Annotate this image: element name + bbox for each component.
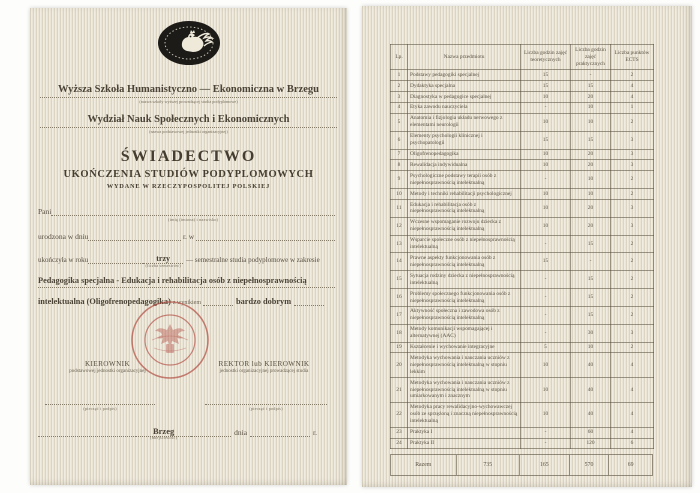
cell-lp: 12: [391, 217, 408, 235]
signature-left: [35, 360, 180, 374]
birth-date-blank: [88, 233, 181, 241]
cell-theoretical-hours: 10: [521, 149, 571, 160]
subject-row: [391, 217, 654, 235]
result-blank-tail: [294, 298, 324, 306]
cell-theoretical-hours: -: [521, 427, 571, 438]
totals-row: [390, 454, 653, 476]
field-completion: [38, 254, 335, 268]
cell-lp: 18: [391, 324, 408, 342]
title-wydane: WYDANE W RZECZYPOSPOLITEJ POLSKIEJ: [106, 183, 271, 190]
cell-practical-hours: 15: [571, 235, 611, 253]
cell-ects: 6: [611, 438, 654, 449]
cell-ects: 3: [611, 149, 654, 160]
born-label: urodzona w dniu: [38, 232, 89, 241]
cell-practical-hours: -: [571, 70, 611, 81]
completion-year-blank: [88, 256, 143, 264]
total-label-cell: Razem: [391, 455, 457, 475]
faculty-name-block: [40, 114, 337, 134]
stamp-note-left: (pieczęć i podpis): [83, 406, 117, 411]
city-note: (miejscowość): [150, 435, 178, 440]
cell-practical-hours: 10: [571, 113, 611, 131]
certificate-title: [30, 148, 347, 190]
subject-row: [391, 353, 654, 378]
cell-subject: Elementy psychologii klinicznej i psychopatologii: [408, 131, 521, 149]
signature-line-left: [45, 404, 155, 411]
completed-suffix: — semestralne studia podyplomowe w zakresie: [186, 256, 320, 264]
cell-theoretical-hours: 10: [521, 402, 571, 427]
cell-practical-hours: 40: [571, 378, 611, 403]
cell-ects: 3: [611, 200, 654, 218]
cell-subject: Problemy społecznego funkcjonowania osób z niepełnosprawnością intelektualną: [408, 289, 521, 307]
cell-subject: Oligofrenopedagogika: [408, 149, 521, 160]
cell-practical-hours: 15: [571, 306, 611, 324]
university-name-note: (nazwa szkoły wyższej prowadzącej studia podyplomowe): [139, 99, 238, 104]
header-lp: Lp.: [391, 45, 408, 70]
cell-ects: 4: [611, 353, 654, 378]
cell-ects: 3: [611, 324, 654, 342]
cell-theoretical-hours: -: [521, 102, 571, 113]
cell-theoretical-hours: -: [521, 171, 571, 189]
cell-ects: 3: [611, 131, 654, 149]
date-suffix: r.: [313, 428, 317, 437]
cell-practical-hours: 15: [571, 271, 611, 289]
cell-practical-hours: 20: [571, 217, 611, 235]
header-theoretical-hours: Liczba godzin zajęć teoretycznych: [521, 45, 571, 70]
cell-practical-hours: 10: [571, 189, 611, 200]
cell-subject: Metodyka pracy rewalidacyjno-wychowawczej osób ze sprzężoną i znaczną niepełnosprawnością intelektualną: [408, 402, 521, 427]
subjects-page: [362, 6, 692, 487]
subject-row: [391, 189, 654, 200]
cell-subject: Metodyka wychowania i nauczania uczniów z niepełnosprawnością intelektualną w stopniu umiarkowanym i znacznym: [408, 378, 521, 403]
cell-lp: 17: [391, 306, 408, 324]
cell-lp: 13: [391, 235, 408, 253]
cell-theoretical-hours: 10: [521, 113, 571, 131]
cell-ects: 2: [611, 235, 654, 253]
cell-subject: Aktywność społeczna i zawodowa osób z niepełnosprawnością intelektualną: [408, 306, 521, 324]
cell-subject: Dydaktyka specjalna: [408, 81, 521, 92]
sign-left-sub: podstawowej jednostki organizacyjnej: [69, 369, 146, 374]
cell-practical-hours: 20: [571, 200, 611, 218]
subject-row: [391, 200, 654, 218]
header-practical-hours: Liczba godzin zajęć praktycznych: [571, 45, 611, 70]
cell-lp: 2: [391, 81, 408, 92]
header-subject: Nazwa przedmiotu: [408, 45, 521, 70]
signature-right: [188, 360, 340, 374]
cell-ects: 2: [611, 171, 654, 189]
subject-row: [391, 253, 654, 271]
title-swiadectwo: ŚWIADECTWO: [120, 148, 257, 165]
cell-ects: 4: [611, 427, 654, 438]
total-practical-cell: 570: [570, 455, 610, 475]
cell-ects: 2: [611, 113, 654, 131]
name-note: (imię (imiona) i nazwisko): [168, 217, 219, 222]
cell-theoretical-hours: -: [521, 289, 571, 307]
cell-subject: Metody i techniki rehabilitacji psychologicznej: [408, 189, 521, 200]
cell-practical-hours: 40: [571, 353, 611, 378]
cell-subject: Wczesne wspomaganie rozwoju dziecka z niepełnosprawnością intelektualną: [408, 217, 521, 235]
cell-practical-hours: 120: [571, 438, 611, 449]
subject-row: [391, 160, 654, 171]
cell-practical-hours: 20: [571, 92, 611, 103]
cell-theoretical-hours: 10: [521, 217, 571, 235]
cell-lp: 4: [391, 102, 408, 113]
cell-subject: Praktyka II: [408, 438, 521, 449]
subject-row: [391, 271, 654, 289]
subject-row: [391, 378, 654, 403]
cell-theoretical-hours: -: [521, 324, 571, 342]
cell-practical-hours: 20: [571, 149, 611, 160]
title-ukonczenia: UKOŃCZENIA STUDIÓW PODYPLOMOWYCH: [63, 169, 314, 180]
cell-practical-hours: 10: [571, 171, 611, 189]
cell-subject: Rewalidacja indywidualna: [408, 160, 521, 171]
cell-practical-hours: -: [571, 253, 611, 271]
subject-row: [391, 402, 654, 427]
rooster-emblem-icon: [157, 20, 221, 66]
cell-theoretical-hours: 10: [521, 189, 571, 200]
cell-ects: 2: [611, 271, 654, 289]
header-row: [391, 45, 654, 70]
subjects-table: [390, 44, 654, 449]
date-label: dnia: [234, 428, 248, 437]
cell-ects: 2: [611, 253, 654, 271]
subject-row: [391, 427, 654, 438]
field-city-date: [38, 426, 317, 440]
cell-ects: 4: [611, 92, 654, 103]
total-theoretical-cell: 165: [520, 455, 570, 475]
cell-lp: 6: [391, 131, 408, 149]
cell-subject: Anatomia i fizjologia układu nerwowego z elementami neurologii: [408, 113, 521, 131]
cell-subject: Praktyka I: [408, 427, 521, 438]
signature-line-right: [205, 404, 327, 411]
cell-ects: 3: [611, 217, 654, 235]
city-lead-blank: [38, 429, 136, 437]
cell-theoretical-hours: 15: [521, 81, 571, 92]
subject-row: [391, 289, 654, 307]
cell-subject: Metody komunikacji wspomagającej i alternatywnej (AAC): [408, 324, 521, 342]
cell-ects: 3: [611, 160, 654, 171]
cell-subject: Kształcenie i wychowanie integracyjne: [408, 342, 521, 353]
cell-lp: 11: [391, 200, 408, 218]
cell-practical-hours: 40: [571, 402, 611, 427]
city-value: Brzeg: [152, 426, 175, 436]
sign-right-title: REKTOR lub KIEROWNIK: [218, 360, 310, 368]
cell-subject: Edukacja i rehabilitacja osób z niepełnosprawnością intelektualną: [408, 200, 521, 218]
cell-practical-hours: 10: [571, 102, 611, 113]
cell-subject: Wsparcie społeczne osób z niepełnosprawnością intelektualną: [408, 235, 521, 253]
subject-row: [391, 131, 654, 149]
program-name-line1: Pedagogika specjalna - Edukacja i rehabilitacja osób z niepełnosprawnością: [38, 276, 335, 288]
total-hours-cell: 735: [457, 455, 521, 475]
cell-theoretical-hours: 10: [521, 200, 571, 218]
cell-lp: 5: [391, 113, 408, 131]
subject-row: [391, 438, 654, 449]
city-tail-blank: [191, 429, 231, 437]
semesters-note: (liczba semestrów): [145, 263, 181, 268]
cell-ects: 2: [611, 189, 654, 200]
subjects-table-header: [391, 45, 654, 70]
subject-row: [391, 81, 654, 92]
cell-theoretical-hours: -: [521, 306, 571, 324]
born-middle-label: r. w: [182, 232, 195, 241]
cell-ects: 4: [611, 81, 654, 92]
cell-lp: 20: [391, 353, 408, 378]
cell-subject: Etyka zawodu nauczyciela: [408, 102, 521, 113]
cell-subject: Podstawy pedagogiki specjalnej: [408, 70, 521, 81]
total-ects-cell: 69: [627, 462, 634, 468]
cell-subject: Diagnostyka w pedagogice specjalnej: [408, 92, 521, 103]
name-blank-line: [51, 208, 335, 222]
subject-row: [391, 113, 654, 131]
faculty-name: Wydział Nauk Społecznych i Ekonomicznych: [40, 114, 337, 128]
cell-lp: 23: [391, 427, 408, 438]
result-label: z wynikiem: [172, 300, 202, 306]
cell-theoretical-hours: 10: [521, 160, 571, 171]
cell-lp: 16: [391, 289, 408, 307]
university-name: Wyższa Szkoła Humanistyczno — Ekonomiczna w Brzegu: [40, 84, 337, 98]
cell-lp: 21: [391, 378, 408, 403]
cell-subject: Psychologiczne podstawy terapii osób z niepełnosprawnością intelektualną: [408, 171, 521, 189]
result-value: bardzo dobrym: [236, 297, 292, 306]
faculty-name-note: (nazwa podstawowej jednostki organizacyjnej): [149, 129, 228, 134]
cell-lp: 15: [391, 271, 408, 289]
cell-lp: 9: [391, 171, 408, 189]
cell-subject: Sytuacja rodziny dziecka z niepełnosprawnością intelektualną: [408, 271, 521, 289]
subject-row: [391, 342, 654, 353]
cell-theoretical-hours: -: [521, 438, 571, 449]
cell-practical-hours: 10: [571, 342, 611, 353]
cell-ects: 2: [611, 289, 654, 307]
cell-practical-hours: 15: [571, 289, 611, 307]
sign-right-sub: jednostki organizacyjnej prowadzącej studia: [219, 369, 309, 374]
cell-practical-hours: 15: [571, 131, 611, 149]
cell-lp: 14: [391, 253, 408, 271]
semesters-value-wrap: [143, 254, 183, 268]
birth-place-blank: [196, 233, 335, 241]
cell-ects: 2: [611, 342, 654, 353]
cell-theoretical-hours: 15: [521, 131, 571, 149]
cell-ects: 4: [611, 378, 654, 403]
name-label: Pani: [38, 207, 52, 216]
cell-theoretical-hours: 15: [521, 70, 571, 81]
cell-practical-hours: 20: [571, 160, 611, 171]
cell-theoretical-hours: -: [521, 271, 571, 289]
cell-subject: Metodyka wychowania i nauczania uczniów z niepełnosprawnością intelektualną w stopniu lekkim: [408, 353, 521, 378]
subject-row: [391, 306, 654, 324]
cell-lp: 22: [391, 402, 408, 427]
cell-theoretical-hours: 15: [521, 253, 571, 271]
stamp-note-right: (pieczęć i podpis): [249, 406, 283, 411]
cell-lp: 8: [391, 160, 408, 171]
cell-practical-hours: 15: [571, 81, 611, 92]
header-ects: Liczba punktów ECTS: [611, 45, 654, 70]
certificate-page: [30, 8, 347, 485]
university-name-block: [40, 84, 337, 104]
cell-theoretical-hours: -: [521, 235, 571, 253]
city-wrap: [136, 426, 191, 440]
completed-label: ukończyła w roku: [38, 256, 89, 264]
cell-ects: 2: [611, 306, 654, 324]
cell-lp: 7: [391, 149, 408, 160]
subject-row: [391, 171, 654, 189]
cell-ects: 1: [611, 102, 654, 113]
cell-practical-hours: 60: [571, 427, 611, 438]
cell-theoretical-hours: 10: [521, 92, 571, 103]
field-birth: [38, 232, 335, 241]
subject-row: [391, 324, 654, 342]
subject-row: [391, 235, 654, 253]
subjects-table-body: [391, 70, 654, 449]
subject-row: [391, 92, 654, 103]
cell-lp: 3: [391, 92, 408, 103]
subject-row: [391, 149, 654, 160]
sign-left-title: KIEROWNIK: [84, 360, 131, 368]
cell-ects: 2: [611, 70, 654, 81]
cell-theoretical-hours: 10: [521, 378, 571, 403]
cell-practical-hours: 30: [571, 324, 611, 342]
semesters-value: trzy: [156, 254, 171, 263]
cell-theoretical-hours: 5: [521, 342, 571, 353]
program-name-line2: intelektualna (Oligofrenopedagogika): [38, 297, 171, 306]
field-name: [38, 207, 335, 222]
cell-lp: 1: [391, 70, 408, 81]
cell-lp: 19: [391, 342, 408, 353]
cell-ects: 4: [611, 402, 654, 427]
subject-row: [391, 70, 654, 81]
cell-lp: 24: [391, 438, 408, 449]
date-blank: [250, 429, 310, 437]
subject-row: [391, 102, 654, 113]
cell-lp: 10: [391, 189, 408, 200]
university-emblem: [30, 20, 347, 71]
cell-theoretical-hours: 10: [521, 353, 571, 378]
cell-subject: Prawne aspekty funkcjonowania osób z niepełnosprawnością intelektualną: [408, 253, 521, 271]
